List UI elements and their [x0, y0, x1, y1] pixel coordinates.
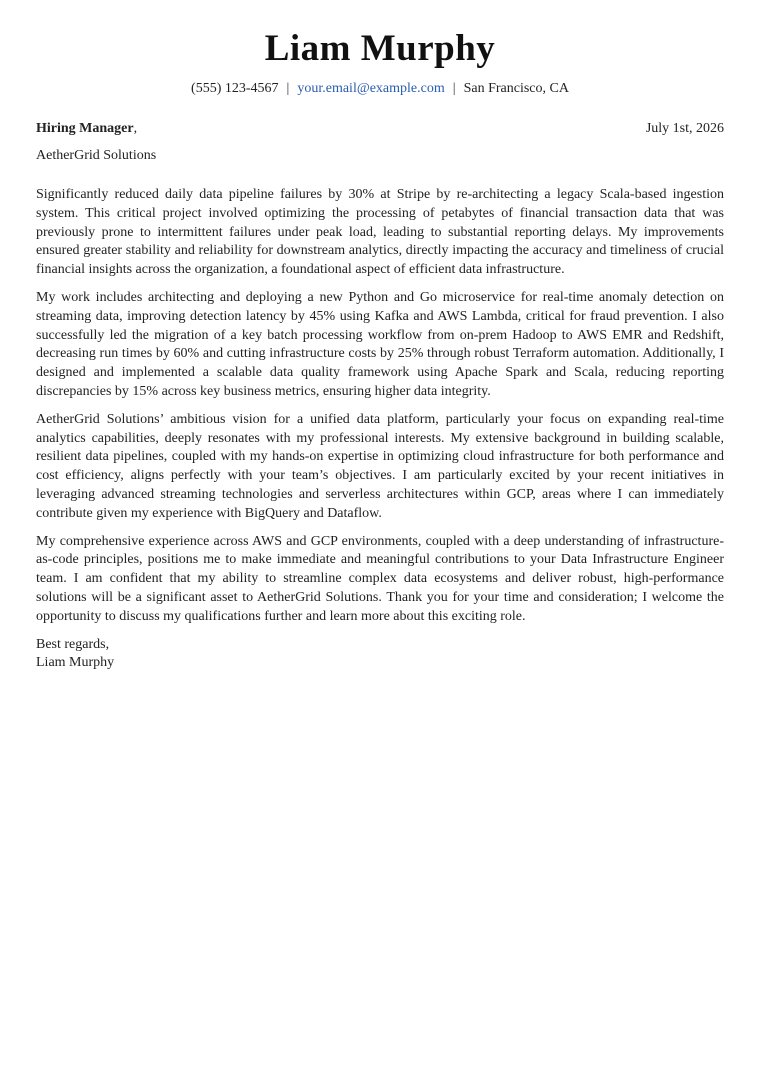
closing-signature: Liam Murphy: [36, 655, 115, 671]
closing-salutation: Best regards,: [36, 636, 110, 652]
contact-separator: |: [452, 81, 456, 96]
recipient-line: [36, 120, 137, 138]
email-link[interactable]: your.email@example.com: [297, 81, 445, 96]
applicant-name: Liam Murphy: [264, 28, 496, 69]
contact-line: [36, 80, 724, 98]
body-paragraph: My work includes architecting and deploying a new Python and Go microservice for real-time anomaly detection on streaming data, improving detection latency by 45% using Kafka and AWS Lambda, critical for fraud prevention. I also successfully led the migration of a key batch processing workflow from on-prem Hadoop to AWS EMR and Redshift, decreasing run times by 60% and cutting infrastructure costs by 25% through robust Terraform automation. Additionally, I designed and implemented a scalable data quality framework using Apache Spark and Scala, reducing reporting discrepancies by 15% across key business metrics, ensuring higher data integrity.: [36, 289, 724, 399]
recipient-row: [36, 120, 724, 138]
body-paragraph: My comprehensive experience across AWS and GCP environments, coupled with a deep understanding of infrastructure-as-code principles, positions me to make immediate and meaningful contributions to your Data Infrastructure Engineer team. I am confident that my ability to streamline complex data ecosystems and deliver robust, high-performance solutions will be a significant asset to AetherGrid Solutions. Thank you for your time and consideration; I welcome the opportunity to discuss my qualifications further and learn more about this exciting role.: [36, 533, 724, 624]
body-paragraph: Significantly reduced daily data pipeline failures by 30% at Stripe by re-architecting a legacy Scala-based ingestion system. This critical project involved optimizing the processing of petabytes of financial transaction data that was previously prone to intermittent failures under peak load, leading to substantial reporting delays. My improvements ensured greater stability and reliability for downstream analytics, directly impacting the accuracy and timeliness of crucial financial insights across the organization, a foundational aspect of efficient data infrastructure.: [36, 187, 724, 278]
letter-closing: [36, 636, 724, 674]
recipient-comma: ,: [133, 121, 138, 136]
location: San Francisco, CA: [463, 81, 569, 96]
letter-date: July 1st, 2026: [645, 121, 724, 136]
body-paragraph: AetherGrid Solutions’ ambitious vision for a unified data platform, particularly your focus on expanding real-time analytics capabilities, deeply resonates with my professional interests. My extensive background in building scalable, resilient data pipelines, coupled with my hands-on expertise in optimizing cloud infrastructure for both performance and cost efficiency, aligns perfectly with your team’s objectives. I am particularly excited by your recent initiatives in leveraging advanced streaming technologies and serverless architectures within GCP, areas where I can immediately contribute given my experience with BigQuery and Dataflow.: [36, 411, 724, 521]
recipient-name: Hiring Manager: [36, 121, 134, 136]
letter-header: [36, 0, 724, 98]
contact-separator: |: [286, 81, 290, 96]
recipient-company: AetherGrid Solutions: [36, 148, 157, 163]
letter-body: [36, 186, 724, 627]
phone-number: (555) 123-4567: [191, 81, 279, 96]
